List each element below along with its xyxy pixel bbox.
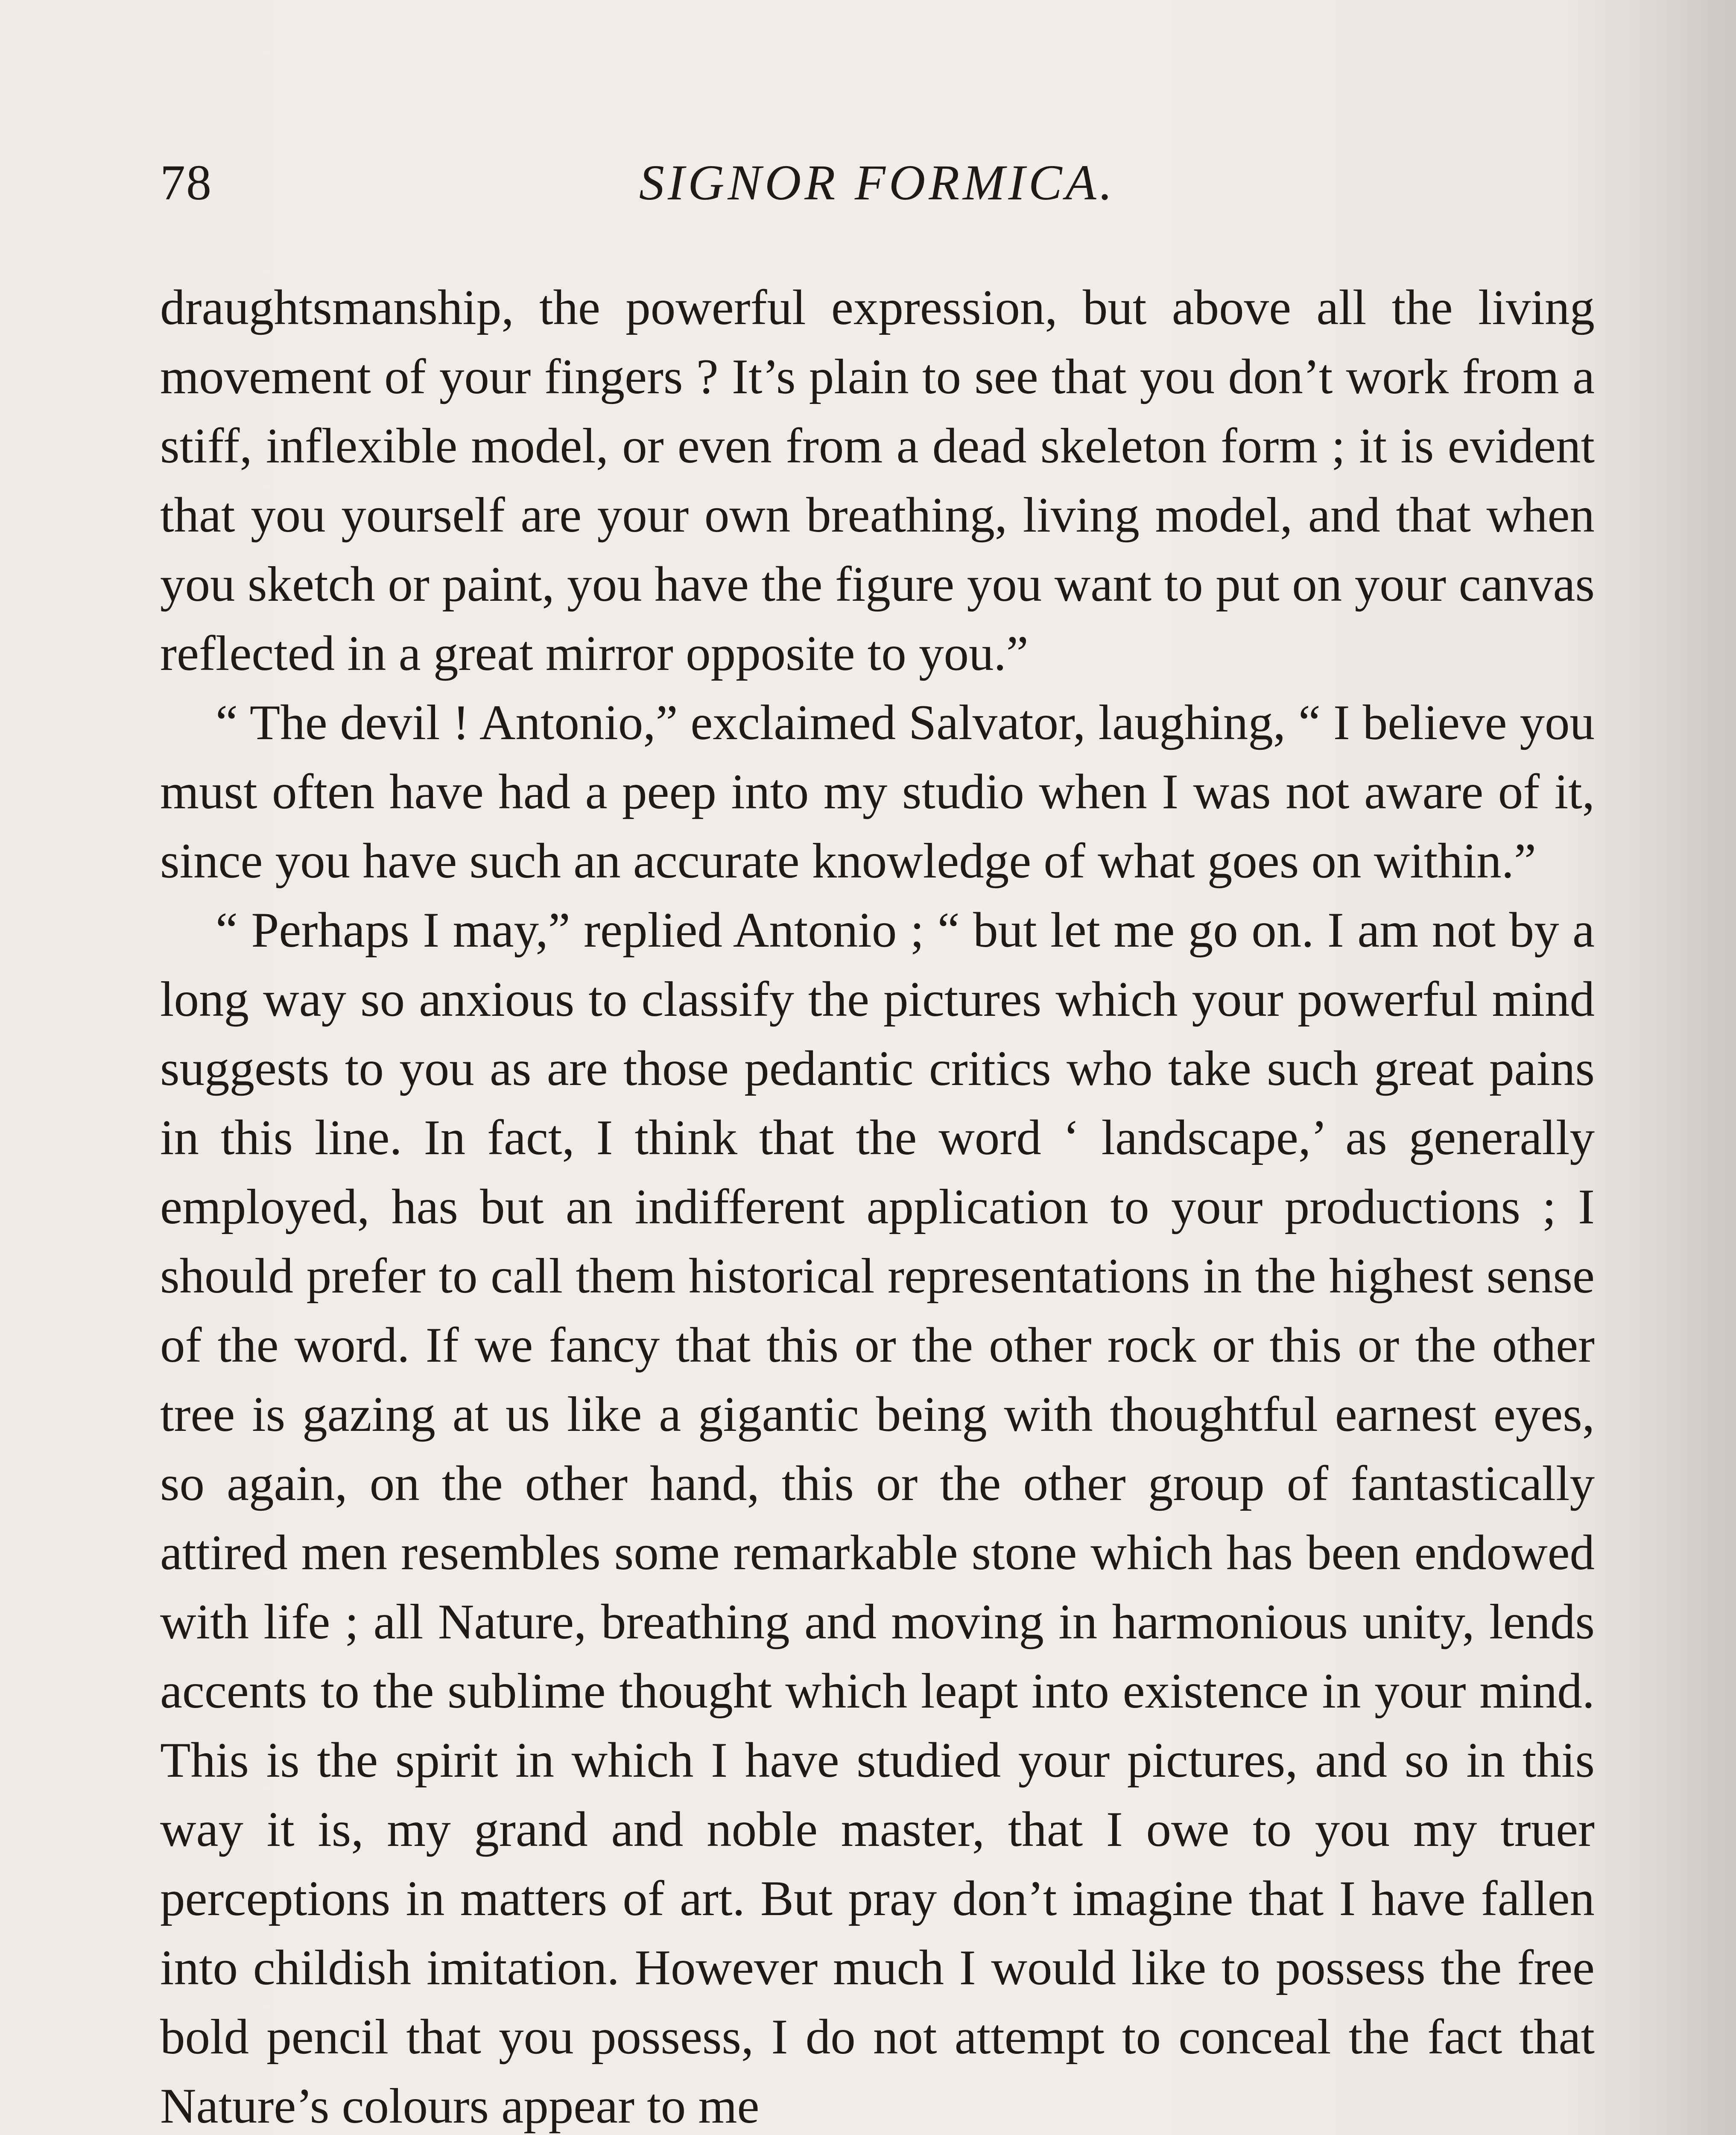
paragraph: “ Perhaps I may,” replied Antonio ; “ but let me go on. I am not by a long way so anxious to classify the pictures which your powerful mind suggests to you as are those pedantic critics who take such great pains in this line. In fact, I think that the word ‘ landscape,’ as generally employed, has but an indifferent application to your productions ; I should prefer to call them historical representations in the highest sense of the word. If we fancy that this or the other rock or this or the other tree is gazing at us like a gigantic being with thoughtful earnest eyes, so again, on the other hand, this or the other group of fantastically attired men resembles some remarkable stone which has been endowed with life ; all Nature, breathing and moving in harmonious unity, lends accents to the sublime thought which leapt into existence in your mind. This is the spirit in which I have studied your pictures, and so in this way it is, my grand and noble master, that I owe to you my truer perceptions in matters of art. But pray don’t imagine that I have fallen into childish imitation. However much I would like to possess the free bold pencil that you possess, I do not attempt to conceal the fact that Nature’s colours appear to me	[160, 903, 1595, 2134]
page-number: 78	[160, 155, 212, 211]
paragraph: “ The devil ! Antonio,” exclaimed Salvator, laughing, “ I believe you must often have had a peep into my studio when I was not aware of it, since you have such an accurate knowledge of what goes on within.”	[160, 695, 1595, 889]
body-text	[160, 273, 1595, 2135]
page-header	[160, 154, 1595, 222]
paragraph-continued: draughtsmanship, the powerful expression, but above all the living movement of your fingers ? It’s plain to see that you don’t work from a stiff, inflexible model, or even from a dead skeleton form ; it is evident that you yourself are your own breathing, living model, and that when you sketch or paint, you have the figure you want to put on your canvas reflected in a great mirror opposite to you.”	[160, 280, 1595, 681]
running-head: SIGNOR FORMICA.	[639, 155, 1116, 211]
